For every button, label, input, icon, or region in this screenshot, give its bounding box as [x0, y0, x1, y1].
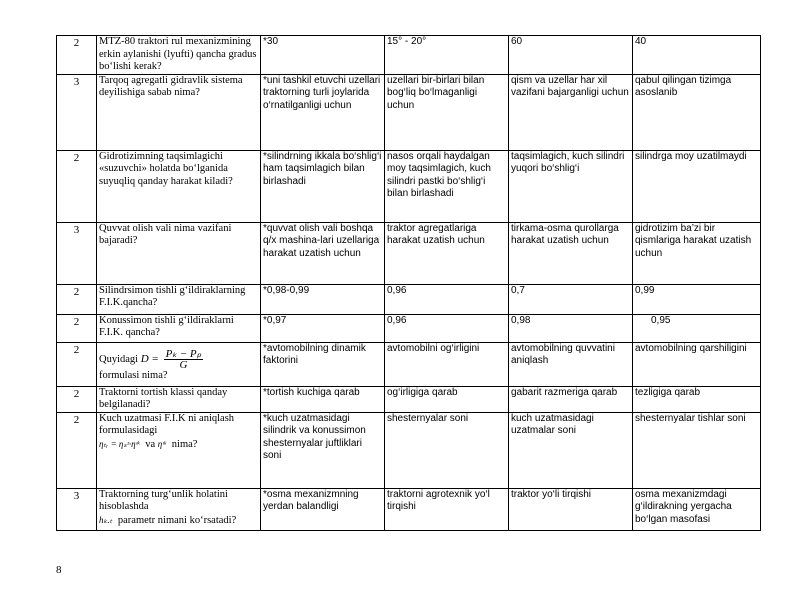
- answer-correct: *avtomobilning dinamik faktorini: [261, 342, 385, 386]
- answer-correct: *uni tashkil etuvchi uzellari traktorning turli joylarida o‘rnatilganligi uchun: [261, 74, 385, 150]
- answer-option: taqsimlagich, kuch silindri yuqori bo‘shlig‘i: [509, 150, 633, 222]
- question-conjunction: va: [145, 438, 156, 450]
- answer-option: tezligiga qarab: [633, 386, 761, 412]
- question-suffix: formulasi nima?: [99, 369, 168, 381]
- answer-option: 0,96: [385, 284, 509, 314]
- question-text: Tarqoq agregatli gidravlik sistema deyilishiga sabab nima?: [97, 74, 261, 150]
- answer-option: avtomobilni og‘irligini: [385, 342, 509, 386]
- answer-option: avtomobilning qarshiligini: [633, 342, 761, 386]
- question-prefix: Traktorning turg‘unlik holatini hisoblashda: [99, 488, 228, 512]
- question-line: Kuch uzatmasi F.I.K ni aniqlash formulasidagi: [99, 412, 235, 436]
- table-row: [57, 342, 761, 386]
- question-table: [56, 35, 761, 531]
- answer-option: traktor agregatlariga harakat uzatish uchun: [385, 222, 509, 284]
- question-text: MTZ-80 traktori rul mexanizmining erkin aylanishi (lyufti) qancha gradus bo‘lishi kerak?: [97, 36, 261, 75]
- answer-option: og‘irligiga qarab: [385, 386, 509, 412]
- answer-option: kuch uzatmasidagi uzatmalar soni: [509, 412, 633, 488]
- row-number: 2: [57, 284, 97, 314]
- answer-option: [633, 314, 761, 342]
- answer-option: 0,99: [633, 284, 761, 314]
- answer-correct: *osma mexanizmning yerdan balandligi: [261, 488, 385, 530]
- answer-correct: *30: [261, 36, 385, 75]
- answer-option: shesternyalar tishlar soni: [633, 412, 761, 488]
- table-row: [57, 36, 761, 75]
- answer-option: 0,7: [509, 284, 633, 314]
- answer-correct: *kuch uzatmasidagi silindrik va konussimon shesternyalar juftliklari soni: [261, 412, 385, 488]
- formula-numerator: Pₖ − Pₚ: [165, 347, 202, 360]
- question-text: Quvvat olish vali nima vazifani bajaradi?: [97, 222, 261, 284]
- formula-lhs: D =: [140, 352, 159, 365]
- height-parameter: hₖ.ₜ: [99, 514, 113, 525]
- row-number: 3: [57, 488, 97, 530]
- answer-correct: *0,98-0,99: [261, 284, 385, 314]
- answer-option: tirkama-osma qurollarga harakat uzatish uchun: [509, 222, 633, 284]
- answer-option: osma mexanizmdagi g‘ildirakning yergacha bo‘lgan masofasi: [633, 488, 761, 530]
- page-number: 8: [56, 564, 62, 576]
- answer-correct: *0,97: [261, 314, 385, 342]
- formula-denominator: G: [179, 358, 188, 371]
- efficiency-formula: ηₜᵣ = ηₛᶻ·ηᶦᵏ: [99, 438, 140, 449]
- answer-option: avtomobilning quvvatini aniqlash: [509, 342, 633, 386]
- answer-option: 15° - 20°: [385, 36, 509, 75]
- table-row: [57, 284, 761, 314]
- answer-option: nasos orqali haydalgan moy taqsimlagich, kuch silindri pastki bo‘shlig‘i bilan birlashadi: [385, 150, 509, 222]
- table-row: [57, 222, 761, 284]
- table-row: [57, 74, 761, 150]
- row-number: 2: [57, 412, 97, 488]
- answer-option: qabul qilingan tizimga asoslanib: [633, 74, 761, 150]
- answer-correct: *quvvat olish vali boshqa q/x mashina-lari uzellariga harakat uzatish uchun: [261, 222, 385, 284]
- answer-option: shesternyalar soni: [385, 412, 509, 488]
- question-suffix: parametr nimani ko‘rsatadi?: [117, 514, 237, 526]
- row-number: 2: [57, 314, 97, 342]
- answer-option: uzellari bir-birlari bilan bog‘liq bo‘lmaganligi uchun: [385, 74, 509, 150]
- question-text: Traktorni tortish klassi qanday belgilanadi?: [97, 386, 261, 412]
- question-text: [97, 342, 261, 386]
- table-row: [57, 412, 761, 488]
- table-row: [57, 314, 761, 342]
- question-text: Konussimon tishli g‘ildiraklarni F.I.K. qancha?: [97, 314, 261, 342]
- dynamic-factor-formula: [140, 347, 206, 371]
- answer-option: 60: [509, 36, 633, 75]
- row-number: 2: [57, 36, 97, 75]
- formula-fraction: [164, 349, 204, 370]
- answer-option: gabarit razmeriga qarab: [509, 386, 633, 412]
- question-text: Gidrotizimning taqsimlagichi «suzuvchi» holatda bo‘lganida suyuqliq qanday harakat kiladi?: [97, 150, 261, 222]
- row-number: 2: [57, 150, 97, 222]
- row-number: 2: [57, 342, 97, 386]
- answer-option: gidrotizim ba’zi bir qismlariga harakat uzatish uchun: [633, 222, 761, 284]
- row-number: 3: [57, 222, 97, 284]
- answer-option: 0,96: [385, 314, 509, 342]
- answer-option: qism va uzellar har xil vazifani bajarganligi uchun: [509, 74, 633, 150]
- answer-option: 0,98: [509, 314, 633, 342]
- answer-option: silindrga moy uzatilmaydi: [633, 150, 761, 222]
- question-prefix: Quyidagi: [99, 353, 139, 365]
- table-row: [57, 150, 761, 222]
- table-row: [57, 488, 761, 530]
- answer-text: 0,95: [651, 314, 671, 326]
- table-row: [57, 386, 761, 412]
- answer-correct: *tortish kuchiga qarab: [261, 386, 385, 412]
- question-text: [97, 488, 261, 530]
- answer-correct: *silindrning ikkala bo‘shlig‘i ham taqsimlagich bilan birlashadi: [261, 150, 385, 222]
- efficiency-symbol: ηᶦᵏ: [157, 438, 167, 449]
- answer-option: traktorni agrotexnik yo‘l tirqishi: [385, 488, 509, 530]
- question-text: [97, 412, 261, 488]
- answer-option: 40: [633, 36, 761, 75]
- question-text: Silindrsimon tishli g‘ildiraklarning F.I.K.qancha?: [97, 284, 261, 314]
- row-number: 3: [57, 74, 97, 150]
- question-suffix: nima?: [171, 438, 198, 450]
- row-number: 2: [57, 386, 97, 412]
- answer-option: traktor yo‘li tirqishi: [509, 488, 633, 530]
